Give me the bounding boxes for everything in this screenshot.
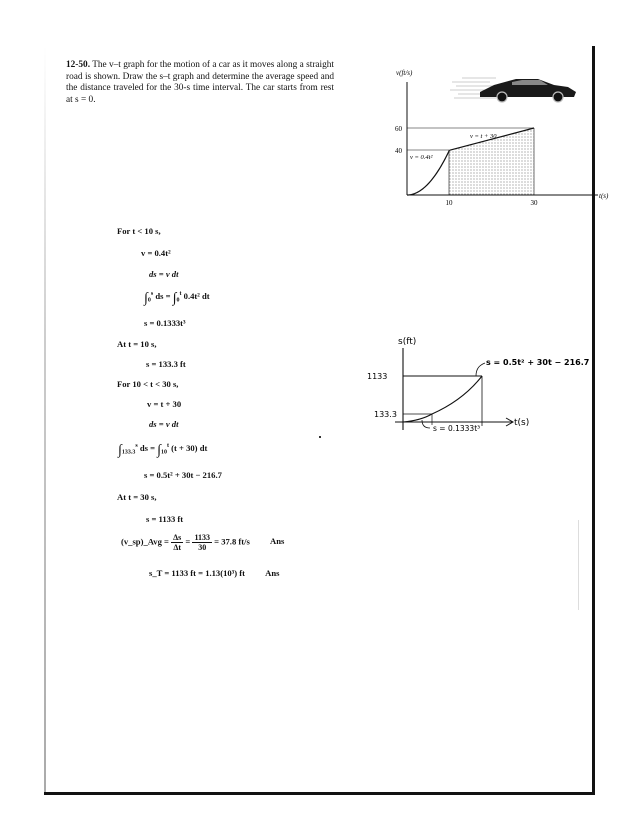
frac-delta-den: Δt [173,543,182,552]
integral-sign: ∫ [157,442,162,458]
answer-mark-2: Ans [265,568,280,578]
answer-mark-1: Ans [270,536,285,547]
sol-eq-int1: $\int_0^s$ ds = $\int_0^t$ 0.4t² dt [144,290,210,306]
problem-text: The v–t graph for the motion of a car as it moves along a straight road is shown. Draw the s–t graph and determine the average speed and the distance traveled for the 30-s time interval. The car starts from rest at s = 0. [66,60,334,105]
vt-xlabel: t(s) [599,192,609,200]
sol-avg-speed: (v_sp)_Avg = $\frac{\Delta s}{\Delta t}$ = $\frac{1133}{30}$ = 37.8 ft/s Ans [121,533,285,552]
sol-eq-v2: v = t + 30 [147,399,182,409]
sol-eq-int2-left: ds = [139,442,156,453]
sol-part1-header: For t < 10 s, [117,226,161,236]
st-curve-label-lower: s = 0.1333t³ [433,424,481,433]
frac-values-den: 30 [198,543,207,552]
sol-at10-header: At t = 10 s, [117,339,157,349]
sol-avg-label: (v_sp)_Avg = [121,536,169,547]
sol-eq-v1: v = 0.4t² [141,248,171,258]
st-pointer-lower [422,420,430,428]
st-pointer-upper [476,363,485,376]
sol-avg-result: = 37.8 ft/s [214,536,250,547]
vt-ytick-60: 60 [395,125,402,133]
sol-total: s_T = 1133 ft = 1.13(10³) ft [149,568,245,578]
sol-part2-header: For 10 < t < 30 s, [117,379,179,389]
sol-eq-int1-right: 0.4t² dt [183,290,210,301]
st-graph [340,330,610,450]
stray-mark [319,436,321,438]
sol-eq-ds2: ds = v dt [149,419,179,429]
car-wheel-front [553,92,563,102]
st-curve [403,376,482,422]
sol-eq-s30: s = 1133 ft [146,514,184,524]
sol-eq-s2: s = 0.5t² + 30t − 216.7 [144,470,222,480]
problem-number: 12-50. [66,60,91,70]
scan-edge-line [578,520,579,610]
vt-label-curve1: v = 0.4t² [410,154,433,161]
sol-eq-s10: s = 133.3 ft [146,359,186,369]
integral-sign: ∫ [144,290,148,306]
sol-eq-int2: $\int_{133.3}^s$ ds = $\int_{10}^t$ (t + 30) dt [118,442,208,458]
frac-values [192,533,212,552]
st-ylabel: s(ft) [398,337,417,347]
problem-statement [66,60,334,106]
vt-ytick-40: 40 [395,147,402,155]
car-illustration [450,66,582,108]
sol-eq-int1-left: ds = [155,290,171,301]
st-ymark-1133: 1133 [367,372,388,381]
integral-sign: ∫ [172,290,177,306]
st-xlabel: t(s) [514,418,530,428]
frac-delta-num: Δs [173,533,182,542]
sol-eq-ds1: ds = v dt [149,269,179,279]
frac-values-num: 1133 [194,533,211,542]
vt-xtick-10: 10 [445,199,453,207]
vt-label-curve2: v = t + 30 [470,133,497,140]
vt-xtick-30: 30 [530,199,538,207]
st-ymark-133: 133.3 [374,410,397,419]
sol-eq-int2-right: (t + 30) dt [171,442,208,453]
sol-at30-header: At t = 30 s, [117,492,157,502]
integral-sign: ∫ [118,442,122,458]
sol-eq-s1: s = 0.1333t³ [144,318,186,328]
frac-delta [171,533,183,552]
vt-ylabel: v(ft/s) [396,69,413,77]
car-wheel-rear [497,92,507,102]
st-curve-label-upper: s = 0.5t² + 30t − 216.7 [486,358,590,367]
sol-total-distance [149,568,280,579]
